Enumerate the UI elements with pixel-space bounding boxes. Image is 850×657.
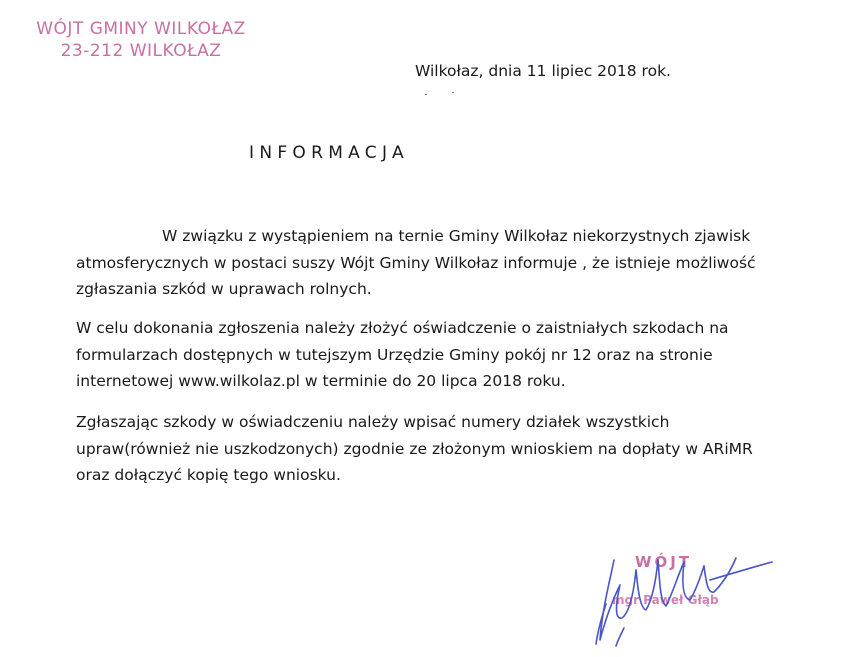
scan-speck [452,92,454,93]
signature-stroke [710,562,772,580]
signature-stroke [600,560,636,640]
stamp-line-address: 23-212 WILKOŁAZ [60,41,222,61]
signature-stroke [636,560,658,610]
paragraph-1: W związku z wystąpieniem na ternie Gminy Wilkołaz niekorzystnych zjawisk atmosferycznych w postaci suszy Wójt Gminy Wilkołaz informuje , że istnieje możliwość zgłaszania szkód w uprawach rolnych. [76,227,756,298]
signature-stroke [704,558,736,592]
paragraph-2: W celu dokonania zgłoszenia należy złożyć oświadczenie o zaistniałych szkodach na formularzach dostępnych w tutejszym Urzędzie Gminy pokój nr 12 oraz na stronie internetowej www.wilkolaz.pl w terminie do 20 lipca 2018 roku. [76,319,729,390]
stamp-line-office: WÓJT GMINY WILKOŁAZ [36,19,246,39]
signature-stamp-name: mgr Paweł Głąb [612,593,719,607]
document-title: INFORMACJA [249,143,409,163]
signature-stroke [616,628,624,646]
paragraph-3: Zgłaszając szkody w oświadczeniu należy wpisać numery działek wszystkich upraw(również nie uszkodzonych) zgodnie ze złożonym wnioskiem na dopłaty w ARiMR oraz dołączyć kopię tego wniosku. [76,413,753,484]
signature-stroke [658,560,704,606]
scan-speck [425,94,427,95]
header-stamp [36,18,246,62]
handwritten-signature [580,540,780,650]
signature-stamp-title: WÓJT [635,553,693,571]
date-line: Wilkołaz, dnia 11 lipiec 2018 rok. [415,62,671,80]
